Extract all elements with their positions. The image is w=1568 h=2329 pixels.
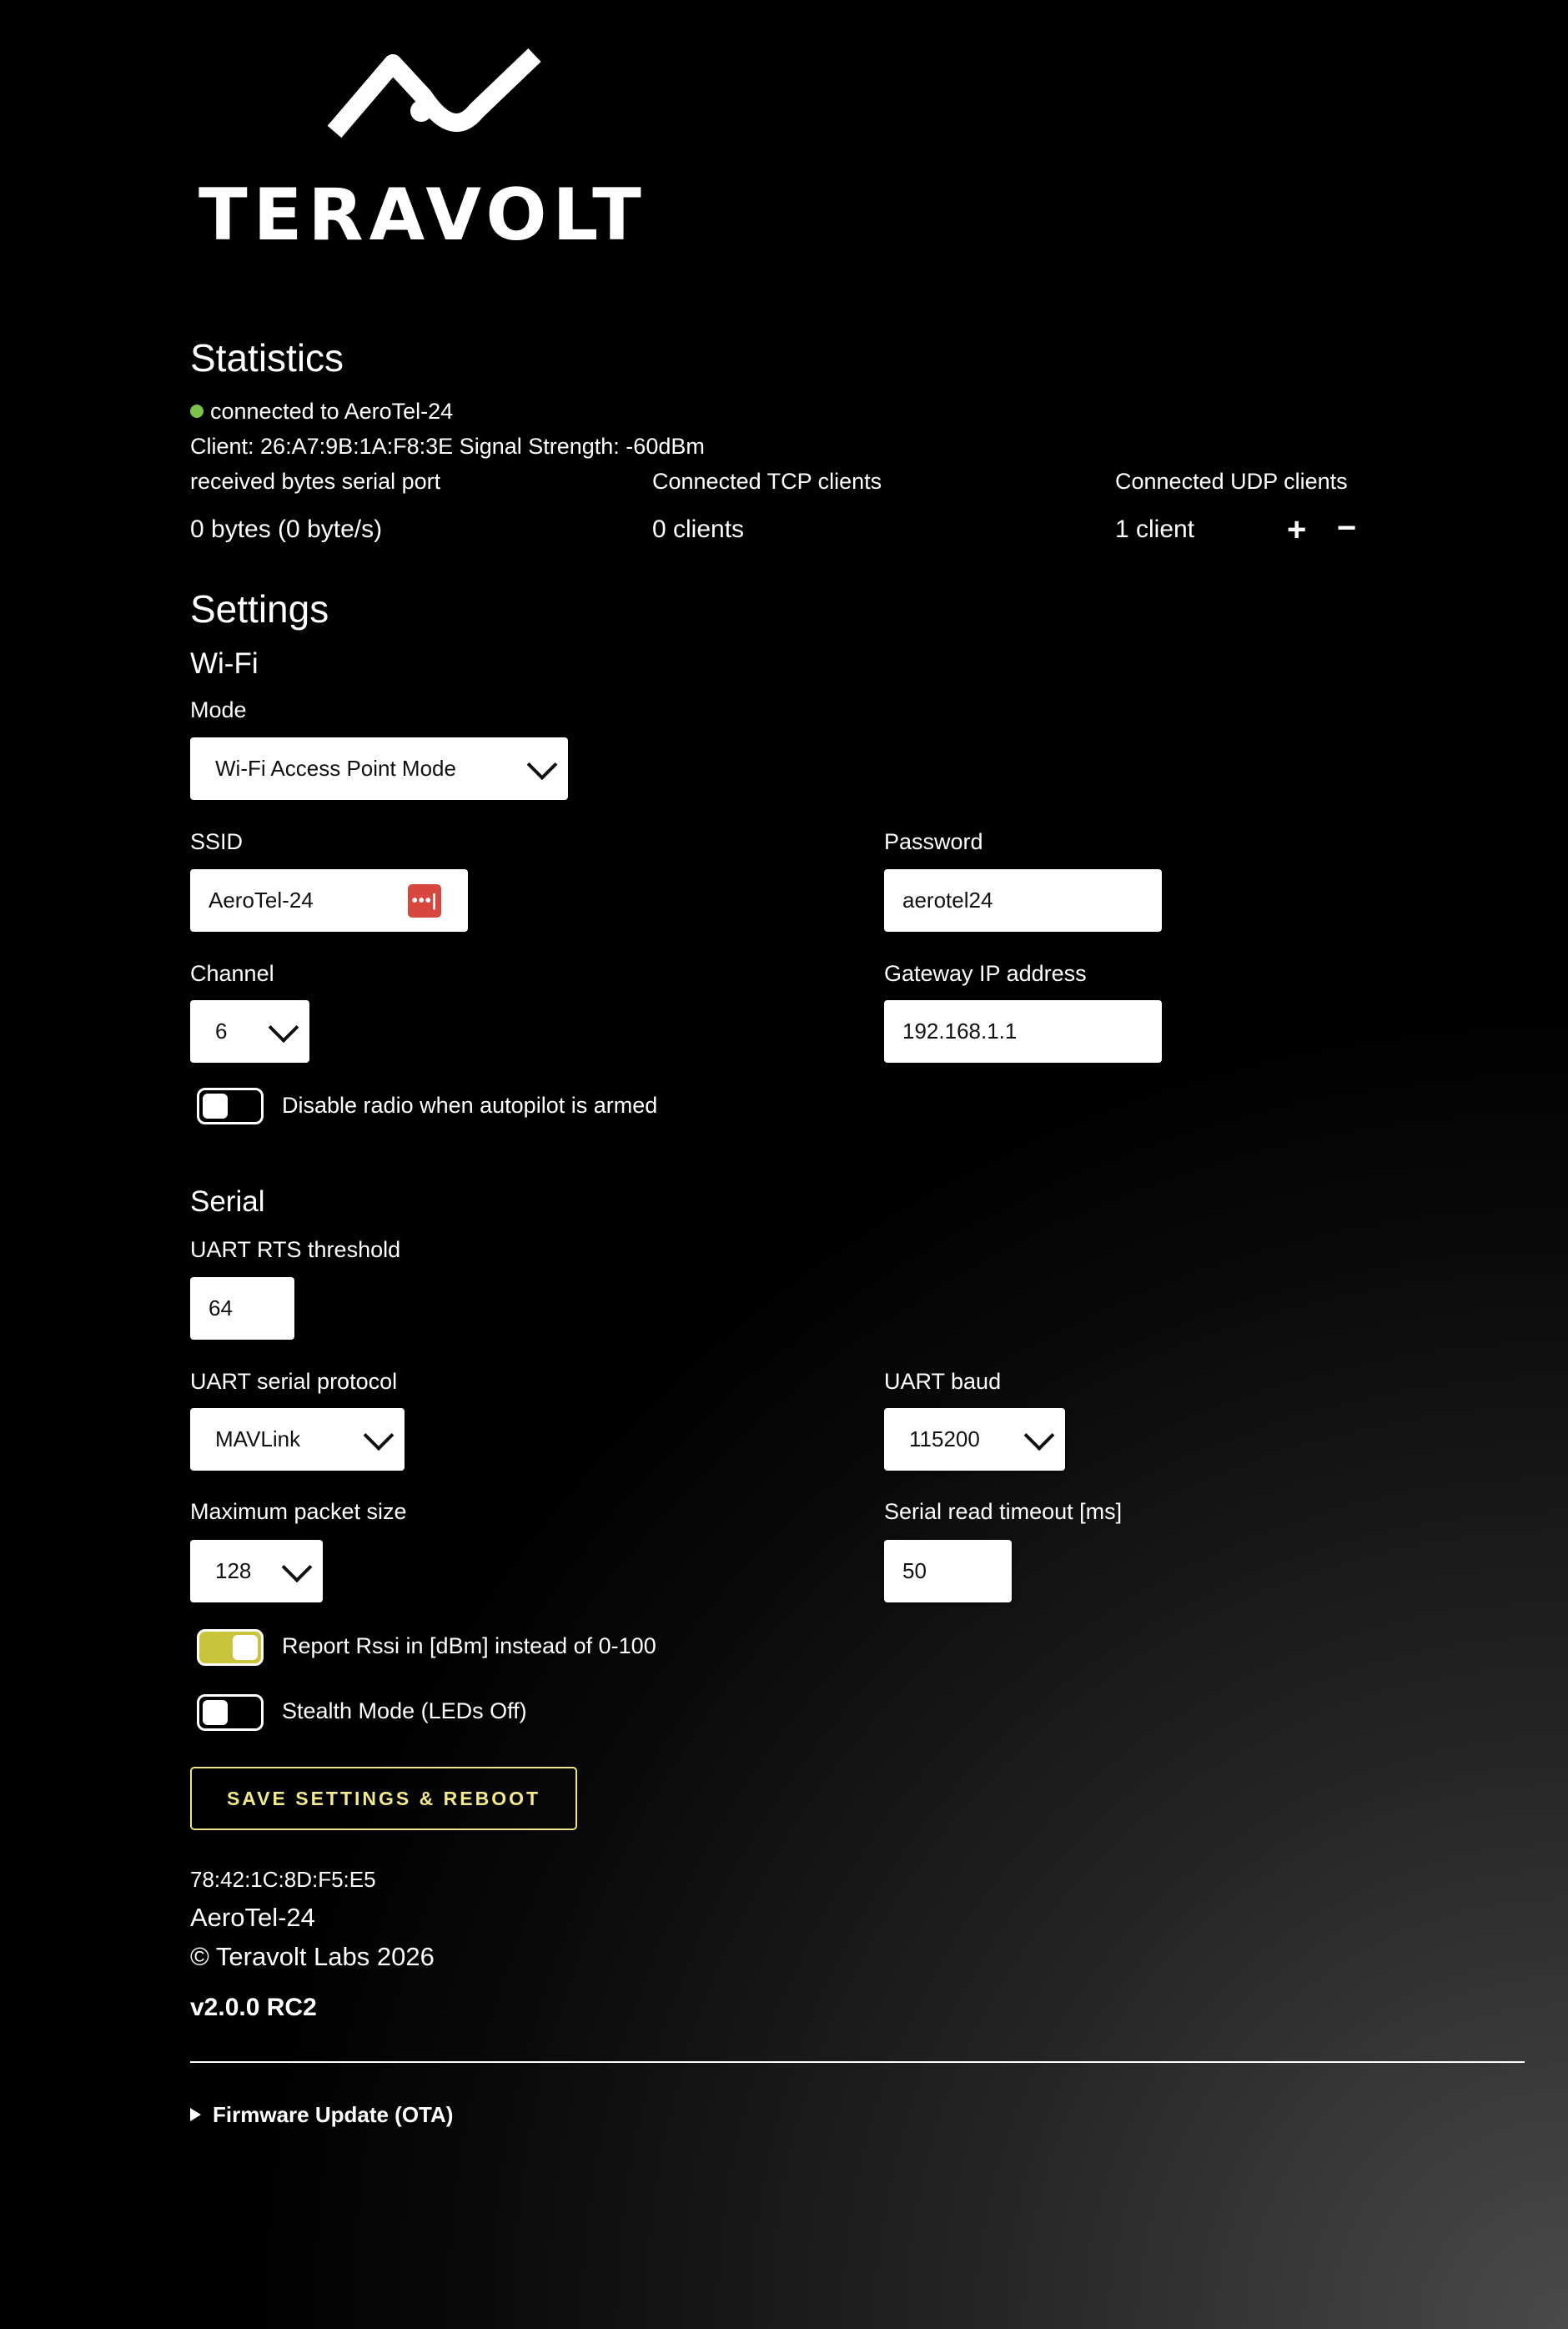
channel-select[interactable] bbox=[190, 1000, 309, 1063]
ota-disclosure[interactable] bbox=[190, 2102, 453, 2128]
password-input[interactable] bbox=[884, 869, 1162, 932]
udp-clients-value: 1 client bbox=[1115, 516, 1195, 543]
remove-udp-client-button[interactable]: − bbox=[1337, 510, 1357, 546]
ssid-input-value: AeroTel-24 bbox=[209, 888, 314, 913]
gateway-input-value: 192.168.1.1 bbox=[902, 1019, 1018, 1044]
received-bytes-value: 0 bytes (0 byte/s) bbox=[190, 516, 383, 543]
chevron-down-icon bbox=[527, 749, 558, 780]
chevron-down-icon bbox=[364, 1420, 395, 1451]
mac-address: 78:42:1C:8D:F5:E5 bbox=[190, 1867, 376, 1892]
mode-label: Mode bbox=[190, 697, 247, 722]
chevron-down-icon bbox=[269, 1012, 299, 1043]
teravolt-logo bbox=[199, 48, 666, 257]
status-dot-icon bbox=[190, 405, 204, 418]
stealth-mode-toggle[interactable] bbox=[197, 1694, 264, 1731]
read-timeout-input[interactable] bbox=[884, 1540, 1012, 1602]
save-settings-button[interactable]: SAVE SETTINGS & REBOOT bbox=[190, 1767, 577, 1830]
settings-title: Settings bbox=[190, 587, 329, 631]
statistics-title: Statistics bbox=[190, 336, 344, 380]
client-info: Client: 26:A7:9B:1A:F8:3E Signal Strength: -60dBm bbox=[190, 434, 705, 459]
received-bytes-label: received bytes serial port bbox=[190, 469, 441, 494]
chevron-down-icon bbox=[1024, 1420, 1055, 1451]
copyright: © Teravolt Labs 2026 bbox=[190, 1942, 435, 1971]
version: v2.0.0 RC2 bbox=[190, 1994, 317, 2021]
password-input-value: aerotel24 bbox=[902, 888, 993, 913]
ssid-input[interactable] bbox=[190, 869, 468, 932]
divider bbox=[190, 2061, 1525, 2063]
device-name: AeroTel-24 bbox=[190, 1903, 315, 1932]
read-timeout-label: Serial read timeout [ms] bbox=[884, 1499, 1123, 1524]
mode-select-value: Wi-Fi Access Point Mode bbox=[215, 756, 456, 781]
gateway-input[interactable] bbox=[884, 1000, 1162, 1063]
rts-threshold-input[interactable] bbox=[190, 1277, 294, 1340]
disable-radio-toggle[interactable] bbox=[197, 1088, 264, 1124]
serial-protocol-select[interactable] bbox=[190, 1408, 405, 1471]
disable-radio-label: Disable radio when autopilot is armed bbox=[282, 1093, 658, 1118]
logo-mark-icon bbox=[328, 48, 545, 144]
serial-section-title: Serial bbox=[190, 1185, 265, 1218]
packet-size-label: Maximum packet size bbox=[190, 1499, 407, 1524]
serial-protocol-label: UART serial protocol bbox=[190, 1369, 398, 1394]
tcp-clients-value: 0 clients bbox=[652, 516, 745, 543]
uart-baud-label: UART baud bbox=[884, 1369, 1002, 1394]
toggle-knob bbox=[203, 1700, 228, 1725]
channel-label: Channel bbox=[190, 961, 274, 986]
uart-baud-value: 115200 bbox=[909, 1426, 980, 1451]
udp-clients-label: Connected UDP clients bbox=[1115, 469, 1348, 494]
report-rssi-label: Report Rssi in [dBm] instead of 0-100 bbox=[282, 1633, 656, 1658]
rts-threshold-value: 64 bbox=[209, 1295, 233, 1320]
serial-protocol-value: MAVLink bbox=[215, 1426, 301, 1451]
tcp-clients-label: Connected TCP clients bbox=[652, 469, 882, 494]
stealth-mode-label: Stealth Mode (LEDs Off) bbox=[282, 1698, 527, 1723]
chevron-down-icon bbox=[282, 1552, 313, 1582]
brand-name: TERAVOLT bbox=[199, 174, 647, 257]
channel-select-value: 6 bbox=[215, 1019, 228, 1044]
add-udp-client-button[interactable]: + bbox=[1287, 511, 1307, 548]
password-label: Password bbox=[884, 829, 983, 854]
uart-baud-select[interactable] bbox=[884, 1408, 1065, 1471]
toggle-knob bbox=[233, 1635, 258, 1660]
rts-threshold-label: UART RTS threshold bbox=[190, 1237, 401, 1262]
connection-status bbox=[190, 399, 453, 425]
connection-status-text: connected to AeroTel-24 bbox=[210, 399, 454, 424]
ota-label: Firmware Update (OTA) bbox=[213, 2102, 454, 2127]
wifi-section-title: Wi-Fi bbox=[190, 647, 259, 680]
gateway-label: Gateway IP address bbox=[884, 961, 1087, 986]
packet-size-select[interactable] bbox=[190, 1540, 323, 1602]
password-manager-icon[interactable]: •••| bbox=[408, 884, 441, 918]
mode-select[interactable] bbox=[190, 737, 568, 800]
ssid-label: SSID bbox=[190, 829, 244, 854]
toggle-knob bbox=[203, 1094, 228, 1119]
report-rssi-toggle[interactable] bbox=[197, 1629, 264, 1666]
read-timeout-value: 50 bbox=[902, 1558, 927, 1583]
triangle-right-icon bbox=[190, 2108, 201, 2121]
packet-size-value: 128 bbox=[215, 1558, 252, 1583]
